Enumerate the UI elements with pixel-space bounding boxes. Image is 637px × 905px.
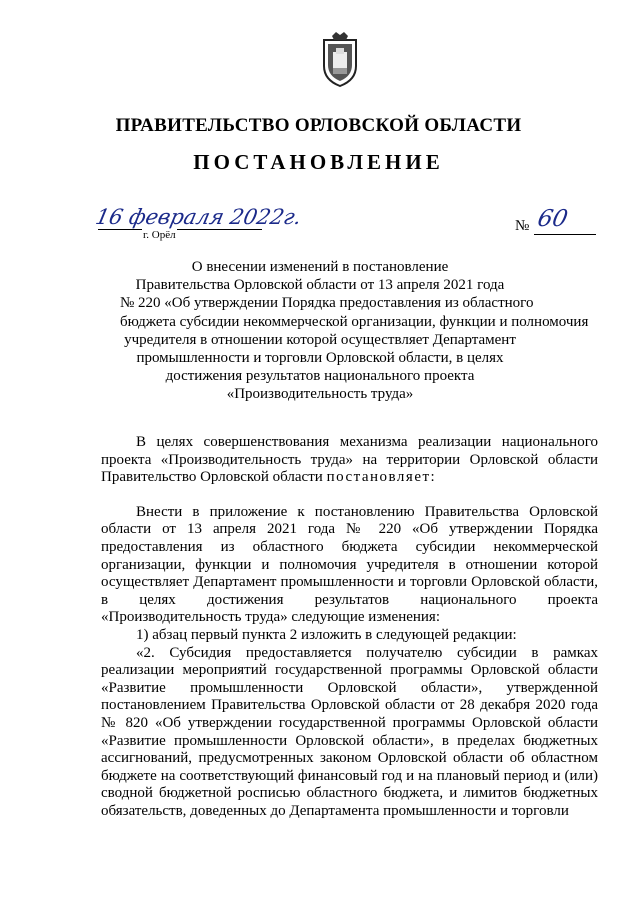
subject-line: промышленности и торговли Орловской области, в целях — [136, 350, 504, 367]
subject-line: бюджета субсидии некоммерческой организации, функции и полномочия — [120, 313, 589, 330]
item-1: 1) абзац первый пункта 2 изложить в следующей редакции: — [136, 626, 517, 643]
handwritten-date: 16 февраля 2022г. — [93, 205, 304, 229]
place-of-issue: г. Орёл — [143, 229, 176, 241]
document-type: ПОСТАНОВЛЕНИЕ — [193, 150, 444, 174]
preamble-paragraph — [101, 434, 598, 487]
quote-paragraph: «2. Субсидия предоставляется получателю субсидии в рамках реализации мероприятий государственной программы Орловской области «Развитие промышленности Орловской области», утвержденной постановлением Правительства Орловской области от 28 декабря 2020 года № 820 «Об утверждении государственной программы Орловской области «Развитие промышленности Орловской области», в пределах бюджетных ассигнований, предусмотренных законом Орловской области об областном бюджете на соответствующий финансовый год и на плановый период и (или) сводной бюджетной росписью областного бюджета, и лимитов бюджетных обязательств, доведенных до Департамента промышленности и торговли — [101, 644, 598, 819]
subject-line: учредителя в отношении которой осуществляет Департамент — [124, 331, 516, 348]
handwritten-number: 60 — [535, 206, 571, 232]
subject-line: О внесении изменений в постановление — [191, 259, 449, 275]
subject-line: № 220 «Об утверждении Порядка предоставления из областного — [120, 295, 534, 312]
preamble-resolution-word: постановляет: — [326, 469, 437, 486]
subject-line: достижения результатов национального проекта — [165, 368, 475, 385]
date-underline — [98, 229, 262, 230]
subject-line: «Производительность труда» — [226, 386, 414, 403]
document-body — [101, 434, 598, 820]
number-underline — [534, 234, 596, 235]
government-title: ПРАВИТЕЛЬСТВО ОРЛОВСКОЙ ОБЛАСТИ — [115, 115, 522, 136]
document-subject — [120, 258, 589, 404]
preamble-text: В целях совершенствования механизма реализации национального проекта «Производительность труда» на территории Орловской области Правительство Орловской области — [101, 434, 598, 486]
number-label: № — [515, 218, 530, 234]
main-paragraph: Внести в приложение к постановлению Правительства Орловской области от 13 апреля 2021 года № 220 «Об утверждении Порядка предоставления из областного бюджета субсидии некоммерческой организации, функции и полномочия учредителя в отношении которой осуществляет Департамент промышленности и торговли Орловской области, в целях достижения результатов национального проекта «Производительность труда» следующие изменения: — [101, 503, 598, 626]
coat-of-arms-icon — [318, 30, 362, 88]
subject-line: Правительства Орловской области от 13 апреля 2021 года — [135, 277, 505, 294]
